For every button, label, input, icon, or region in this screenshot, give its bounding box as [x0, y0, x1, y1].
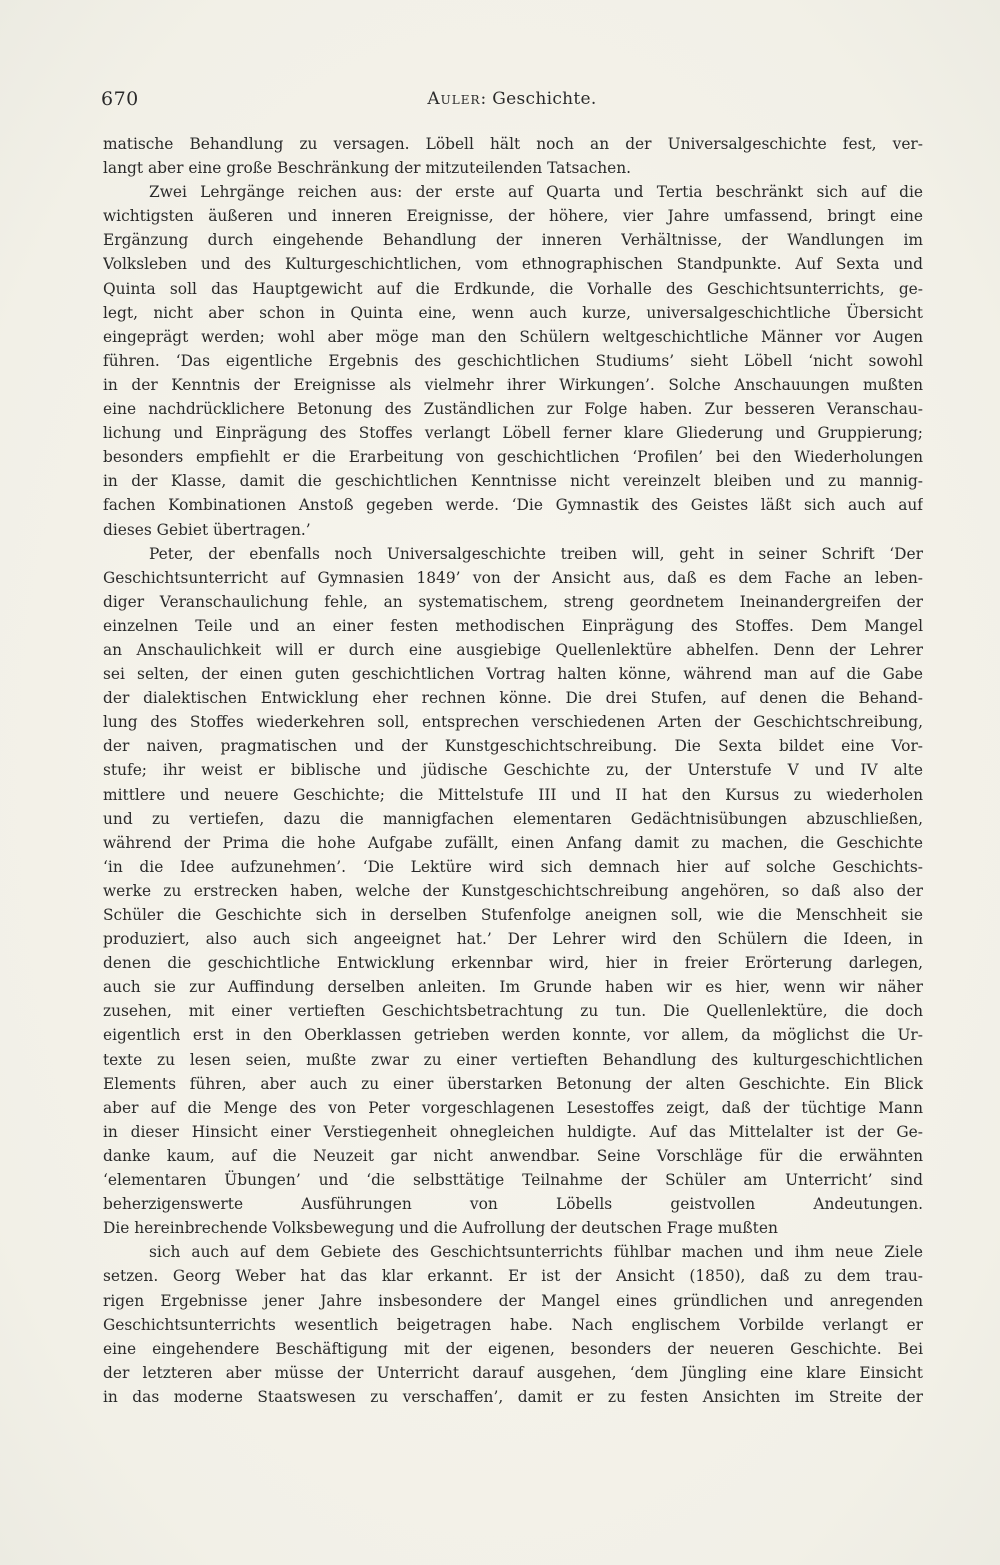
text-line: Elements führen, aber auch zu einer überstarken Betonung der alten Geschichte. Ein Blick: [103, 1074, 923, 1093]
text-line: Ergänzung durch eingehende Behandlung der inneren Verhältnisse, der Wandlungen im: [103, 231, 923, 250]
text-line: ‘in die Idee aufzunehmen’. ‘Die Lektüre wird sich demnach hier auf solche Geschichts-: [103, 857, 923, 876]
text-line: besonders empfiehlt er die Erarbeitung von geschichtlichen ‘Profilen’ bei den Wiederholungen: [103, 448, 923, 467]
text-line: matische Behandlung zu versagen. Löbell hält noch an der Universalgeschichte fest, ver-: [103, 135, 923, 153]
text-line: sei selten, der einen guten geschichtlichen Vortrag halten könne, während man auf die Gabe: [103, 665, 923, 684]
text-line: der letzteren aber müsse der Unterricht darauf ausgehen, ‘dem Jüngling eine klare Einsicht: [103, 1363, 923, 1382]
text-line: Peter, der ebenfalls noch Universalgeschichte treiben will, geht in seiner Schrift ‘Der: [149, 544, 923, 563]
text-line: fachen Kombinationen Anstoß gegeben werde. ‘Die Gymnastik des Geistes läßt sich auch auf: [103, 496, 923, 515]
text-line: Geschichtsunterricht auf Gymnasien 1849’ von der Ansicht aus, daß es dem Fache an leben-: [103, 568, 923, 587]
text-line: Zwei Lehrgänge reichen aus: der erste auf Quarta und Tertia beschränkt sich auf die: [149, 183, 923, 202]
text-line: Volksleben und des Kulturgeschichtlichen, vom ethnographischen Standpunkte. Auf Sexta und: [103, 255, 923, 274]
text-line: diger Veranschaulichung fehle, an systematischem, streng geordnetem Ineinandergreifen der: [103, 592, 923, 611]
text-line: in der Klasse, damit die geschichtlichen Kenntnisse nicht vereinzelt bleiben und zu mannig-: [103, 472, 923, 491]
text-line: eine nachdrücklichere Betonung des Zuständlichen zur Folge haben. Zur besseren Veranschau-: [103, 400, 923, 419]
text-line: mittlere und neuere Geschichte; die Mittelstufe III und II hat den Kursus zu wiederholen: [103, 785, 923, 804]
text-line: dieses Gebiet übertragen.’: [103, 520, 311, 539]
running-head: [101, 89, 923, 109]
text-line: legt, nicht aber schon in Quinta eine, wenn auch kurze, universalgeschichtliche Übersicht: [103, 303, 923, 322]
text-line: [103, 1409, 923, 1433]
text-line: Quinta soll das Hauptgewicht auf die Erdkunde, die Vorhalle des Geschichtsunterrichts, ge-: [103, 279, 923, 298]
text-line: beherzigenswerte Ausführungen von Löbells geistvollen Andeutungen.: [103, 1195, 923, 1214]
text-line: lichung und Einprägung des Stoffes verlangt Löbell ferner klare Gliederung und Gruppierung;: [103, 424, 923, 443]
text-line: produziert, also auch sich angeeignet hat.’ Der Lehrer wird den Schülern die Ideen, in: [103, 930, 923, 949]
text-line: danke kaum, auf die Neuzeit gar nicht anwendbar. Seine Vorschläge für die erwähnten: [103, 1146, 923, 1165]
text-line: Die hereinbrechende Volksbewegung und die Aufrollung der deutschen Frage mußten: [103, 1219, 778, 1238]
text-line: in dieser Hinsicht einer Verstiegenheit ohnegleichen huldigte. Auf das Mittelalter ist der Ge-: [103, 1122, 923, 1141]
text-line: in das moderne Staatswesen zu verschaffen’, damit er zu festen Ansichten im Streite der: [103, 1387, 923, 1406]
text-line: Geschichtsunterrichts wesentlich beigetragen habe. Nach englischem Vorbilde verlangt er: [103, 1315, 923, 1334]
text-line: eine eingehendere Beschäftigung mit der eigenen, besonders der neueren Geschichte. Bei: [103, 1339, 923, 1358]
text-line: ‘elementaren Übungen’ und ‘die selbsttätige Teilnahme der Schüler am Unterricht’ sind: [103, 1171, 923, 1190]
text-line: wichtigsten äußeren und inneren Ereignisse, der höhere, vier Jahre umfassend, bringt eine: [103, 207, 923, 226]
body-text: [103, 132, 923, 1433]
text-line: eigentlich erst in den Oberklassen getrieben werden konnte, vor allem, da möglichst die Ur-: [103, 1026, 923, 1045]
text-line: in der Kenntnis der Ereignisse als vielmehr ihrer Wirkungen’. Solche Anschauungen mußten: [103, 375, 923, 394]
text-line: an Anschaulichkeit will er durch eine ausgiebige Quellenlektüre abhelfen. Denn der Lehrer: [103, 640, 923, 659]
text-line: einzelnen Teile und an einer festen methodischen Einprägung des Stoffes. Dem Mangel: [103, 616, 923, 635]
text-line: der dialektischen Entwicklung eher rechnen könne. Die drei Stufen, auf denen die Behand-: [103, 689, 923, 708]
text-line: führen. ‘Das eigentliche Ergebnis des geschichtlichen Studiums’ sieht Löbell ‘nicht sowohl: [103, 351, 923, 370]
text-line: sich auch auf dem Gebiete des Geschichtsunterrichts fühlbar machen und ihm neue Ziele: [149, 1243, 923, 1262]
text-line: lung des Stoffes wiederkehren soll, entsprechen verschiedenen Arten der Geschichtschreibung,: [103, 713, 923, 732]
text-line: der naiven, pragmatischen und der Kunstgeschichtschreibung. Die Sexta bildet eine Vor-: [103, 737, 923, 756]
text-line: eingeprägt werden; wohl aber möge man den Schülern weltgeschichtliche Männer vor Augen: [103, 327, 923, 346]
page-number: 670: [101, 88, 139, 110]
text-line: auch sie zur Auffindung derselben anleiten. Im Grunde haben wir es hier, wenn wir näher: [103, 978, 923, 997]
text-line: langt aber eine große Beschränkung der mitzuteilenden Tatsachen.: [103, 159, 632, 178]
text-line: texte zu lesen seien, mußte zwar zu einer vertieften Behandlung des kulturgeschichtlichen: [103, 1050, 923, 1069]
text-line: rigen Ergebnisse jener Jahre insbesondere der Mangel eines gründlichen und anregenden: [103, 1291, 923, 1310]
text-line: aber auf die Menge des von Peter vorgeschlagenen Lesestoffes zeigt, daß der tüchtige Mann: [103, 1098, 923, 1117]
text-line: setzen. Georg Weber hat das klar erkannt. Er ist der Ansicht (1850), daß zu dem trau-: [103, 1267, 923, 1286]
text-line: zusehen, mit einer vertieften Geschichtsbetrachtung zu tun. Die Quellenlektüre, die doch: [103, 1002, 923, 1021]
text-line: während der Prima die hohe Aufgabe zufällt, einen Anfang damit zu machen, die Geschichte: [103, 833, 923, 852]
running-head-author: Auler: [427, 89, 481, 109]
text-line: stufe; ihr weist er biblische und jüdische Geschichte zu, der Unterstufe V und IV alte: [103, 761, 923, 780]
text-line: werke zu erstrecken haben, welche der Kunstgeschichtschreibung angehören, so daß also der: [103, 881, 923, 900]
page-header: [101, 88, 923, 114]
text-line: und zu vertiefen, dazu die mannigfachen elementaren Gedächtnisübungen abzuschließen,: [103, 809, 923, 828]
text-line: Schüler die Geschichte sich in derselben Stufenfolge aneignen soll, wie die Menschheit sie: [103, 906, 923, 924]
text-line: denen die geschichtliche Entwicklung erkennbar wird, hier in freier Erörterung darlegen,: [103, 954, 923, 973]
running-head-title: Geschichte.: [492, 89, 597, 109]
running-head-separator: :: [480, 89, 493, 109]
